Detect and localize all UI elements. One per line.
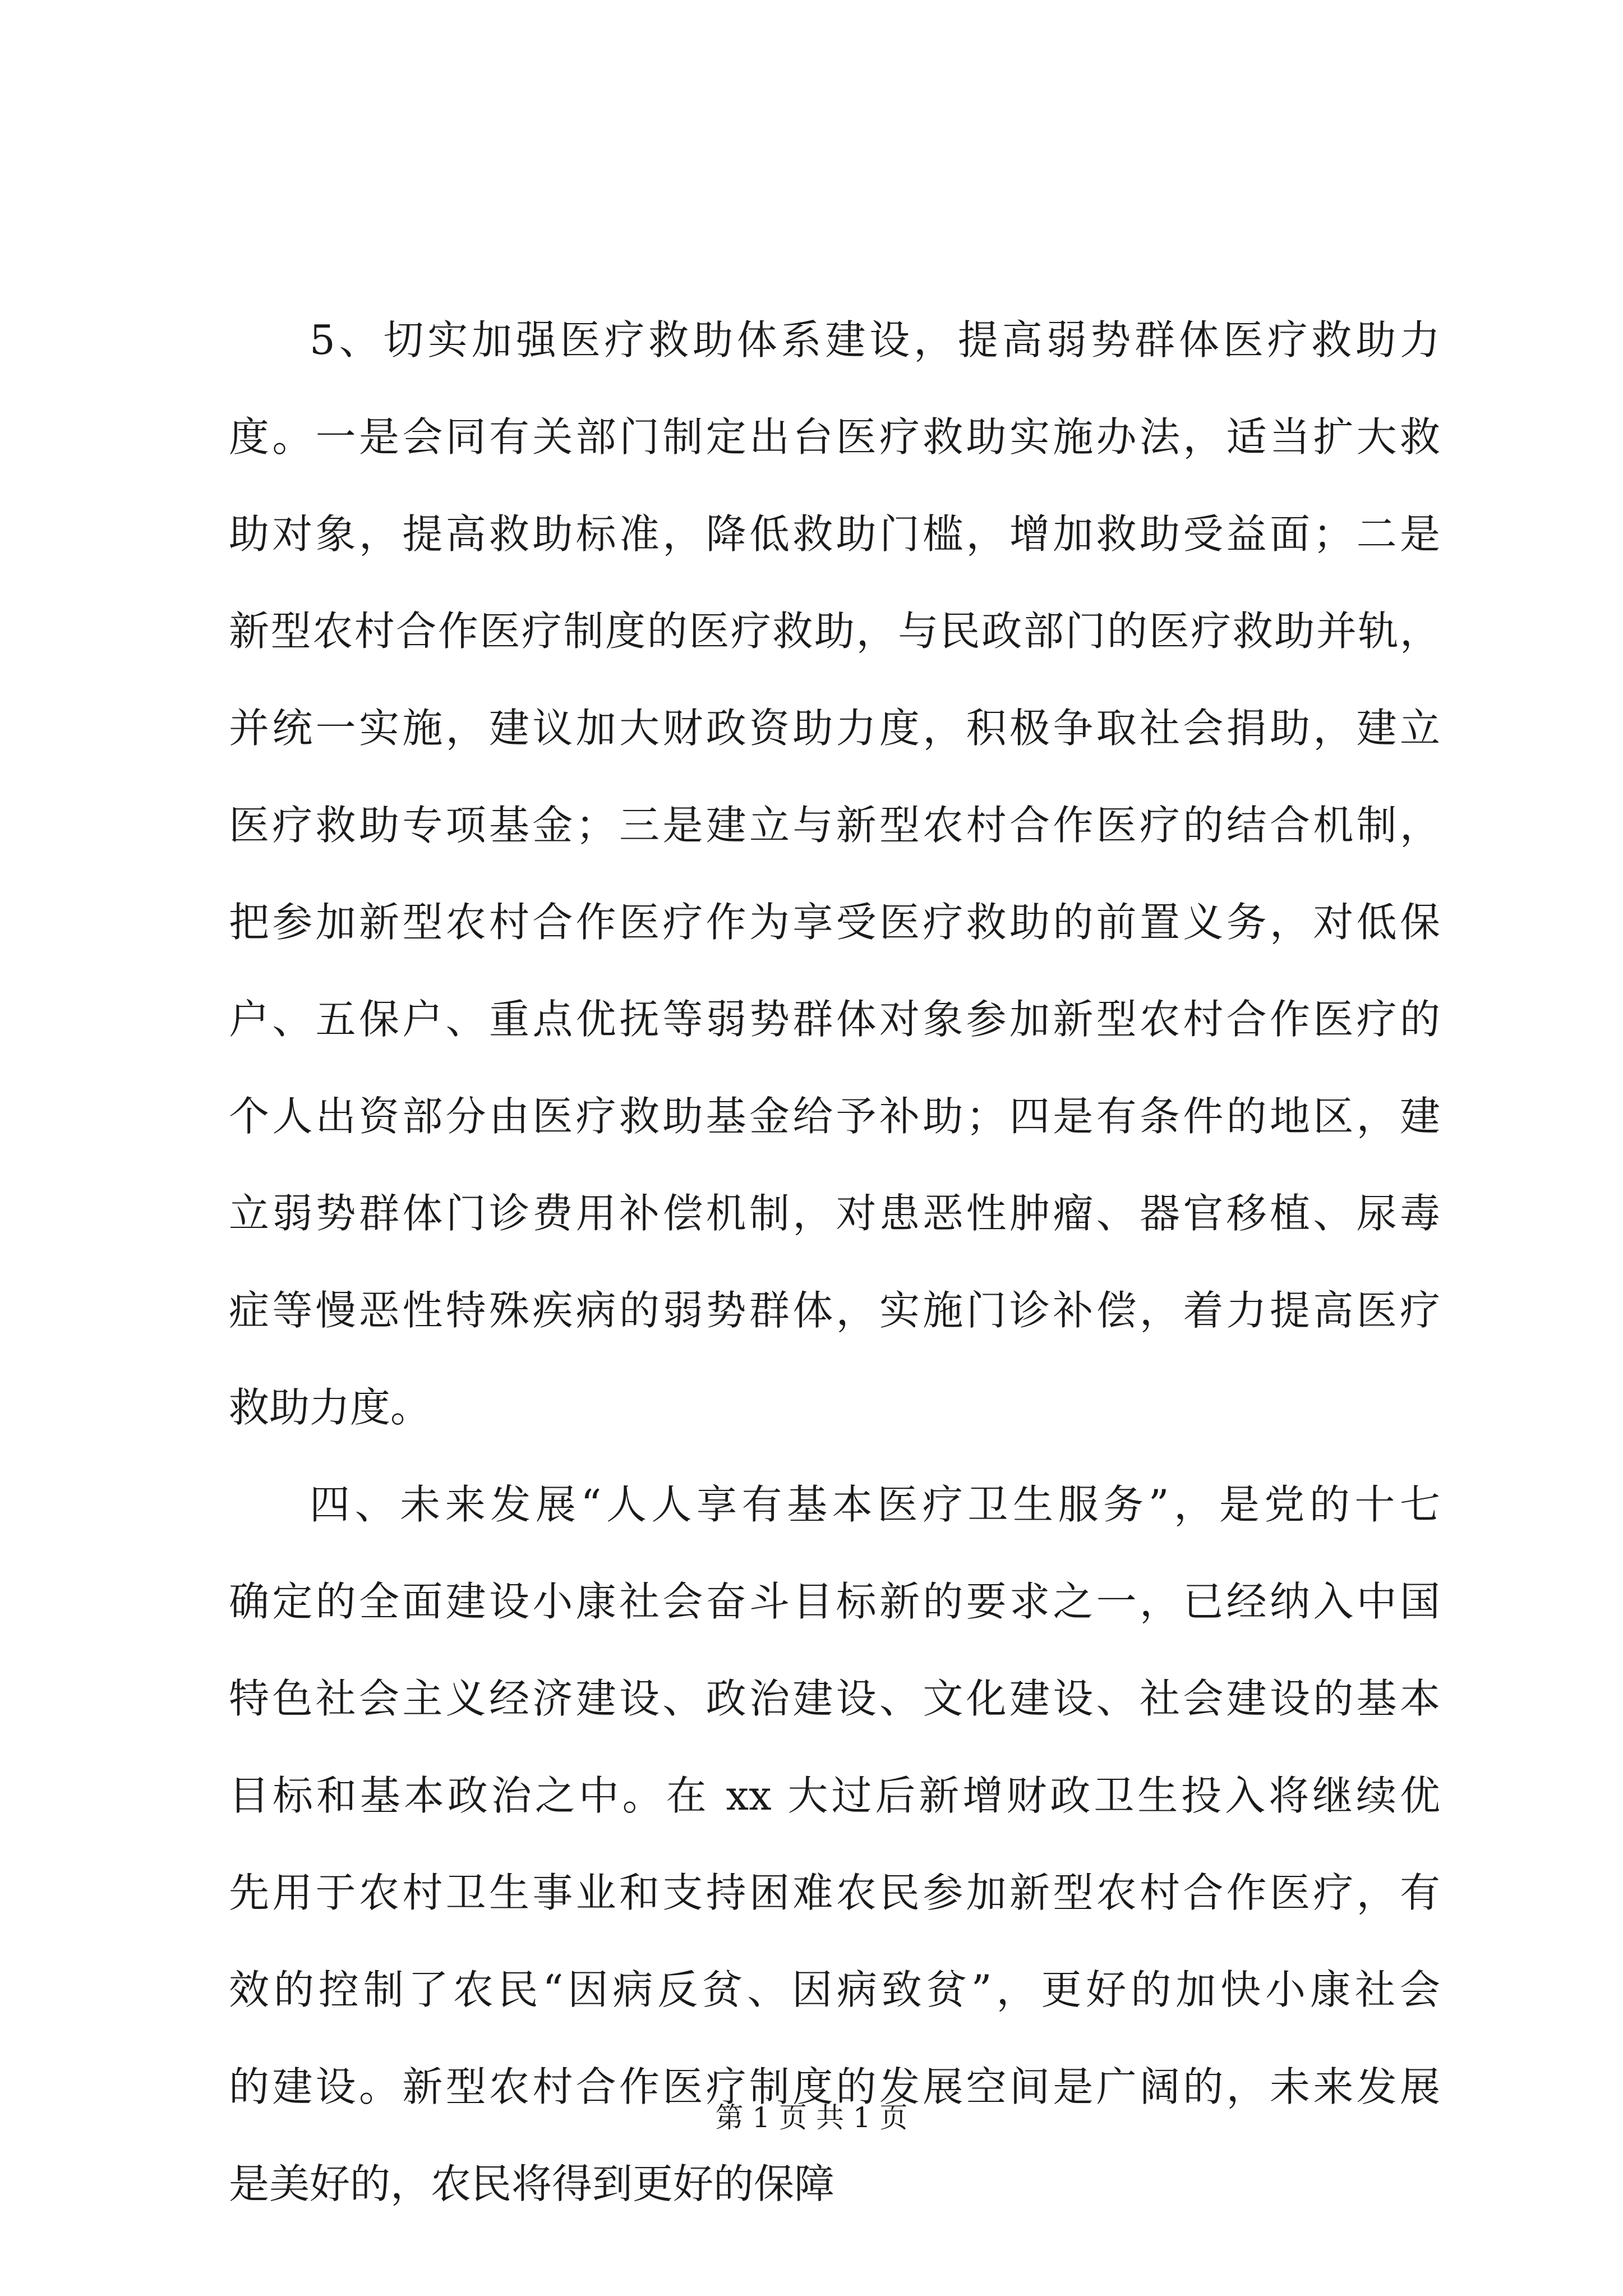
paragraph-line: 医疗救助专项基金；三是建立与新型农村合作医疗的结合机制，	[229, 802, 1440, 849]
paragraph-line: 助对象，提高救助标准，降低救助门槛，增加救助受益面；二是	[229, 510, 1440, 558]
page-number-label: 第 1 页 共 1 页	[715, 2101, 908, 2134]
paragraph-line: 立弱势群体门诊费用补偿机制，对患恶性肿瘤、器官移植、尿毒	[229, 1190, 1440, 1237]
paragraph-line: 目标和基本政治之中。在 xx 大过后新增财政卫生投入将继续优	[229, 1772, 1440, 1819]
document-body	[229, 292, 1440, 2233]
paragraph-line: 救助力度。	[229, 1384, 431, 1431]
paragraph-line: 度。一是会同有关部门制定出台医疗救助实施办法，适当扩大救	[229, 413, 1440, 461]
page-footer	[0, 2098, 1623, 2137]
paragraph-line: 症等慢恶性特殊疾病的弱势群体，实施门诊补偿，着力提高医疗	[229, 1287, 1440, 1334]
paragraph-line: 把参加新型农村合作医疗作为享受医疗救助的前置义务，对低保	[229, 899, 1440, 946]
paragraph-line: 确定的全面建设小康社会奋斗目标新的要求之一，已经纳入中国	[229, 1578, 1440, 1625]
paragraph-line: 户、五保户、重点优抚等弱势群体对象参加新型农村合作医疗的	[229, 996, 1440, 1043]
paragraph-medical-aid	[229, 292, 1440, 1456]
paragraph-line: 的建设。新型农村合作医疗制度的发展空间是广阔的，未来发展	[229, 2063, 1440, 2110]
paragraph-line: 四、未来发展“人人享有基本医疗卫生服务”，是党的十七	[310, 1481, 1440, 1528]
paragraph-line: 特色社会主义经济建设、政治建设、文化建设、社会建设的基本	[229, 1675, 1440, 1722]
paragraph-line: 新型农村合作医疗制度的医疗救助，与民政部门的医疗救助并轨，	[229, 608, 1440, 655]
paragraph-line: 先用于农村卫生事业和支持困难农民参加新型农村合作医疗，有	[229, 1869, 1440, 1916]
paragraph-line: 是美好的，农民将得到更好的保障	[229, 2160, 835, 2207]
paragraph-line: 并统一实施，建议加大财政资助力度，积极争取社会捐助，建立	[229, 705, 1440, 752]
paragraph-line: 5、切实加强医疗救助体系建设，提高弱势群体医疗救助力	[310, 316, 1440, 364]
paragraph-line: 个人出资部分由医疗救助基金给予补助；四是有条件的地区，建	[229, 1093, 1440, 1140]
paragraph-line: 效的控制了农民“因病反贫、因病致贫”，更好的加快小康社会	[229, 1966, 1440, 2013]
